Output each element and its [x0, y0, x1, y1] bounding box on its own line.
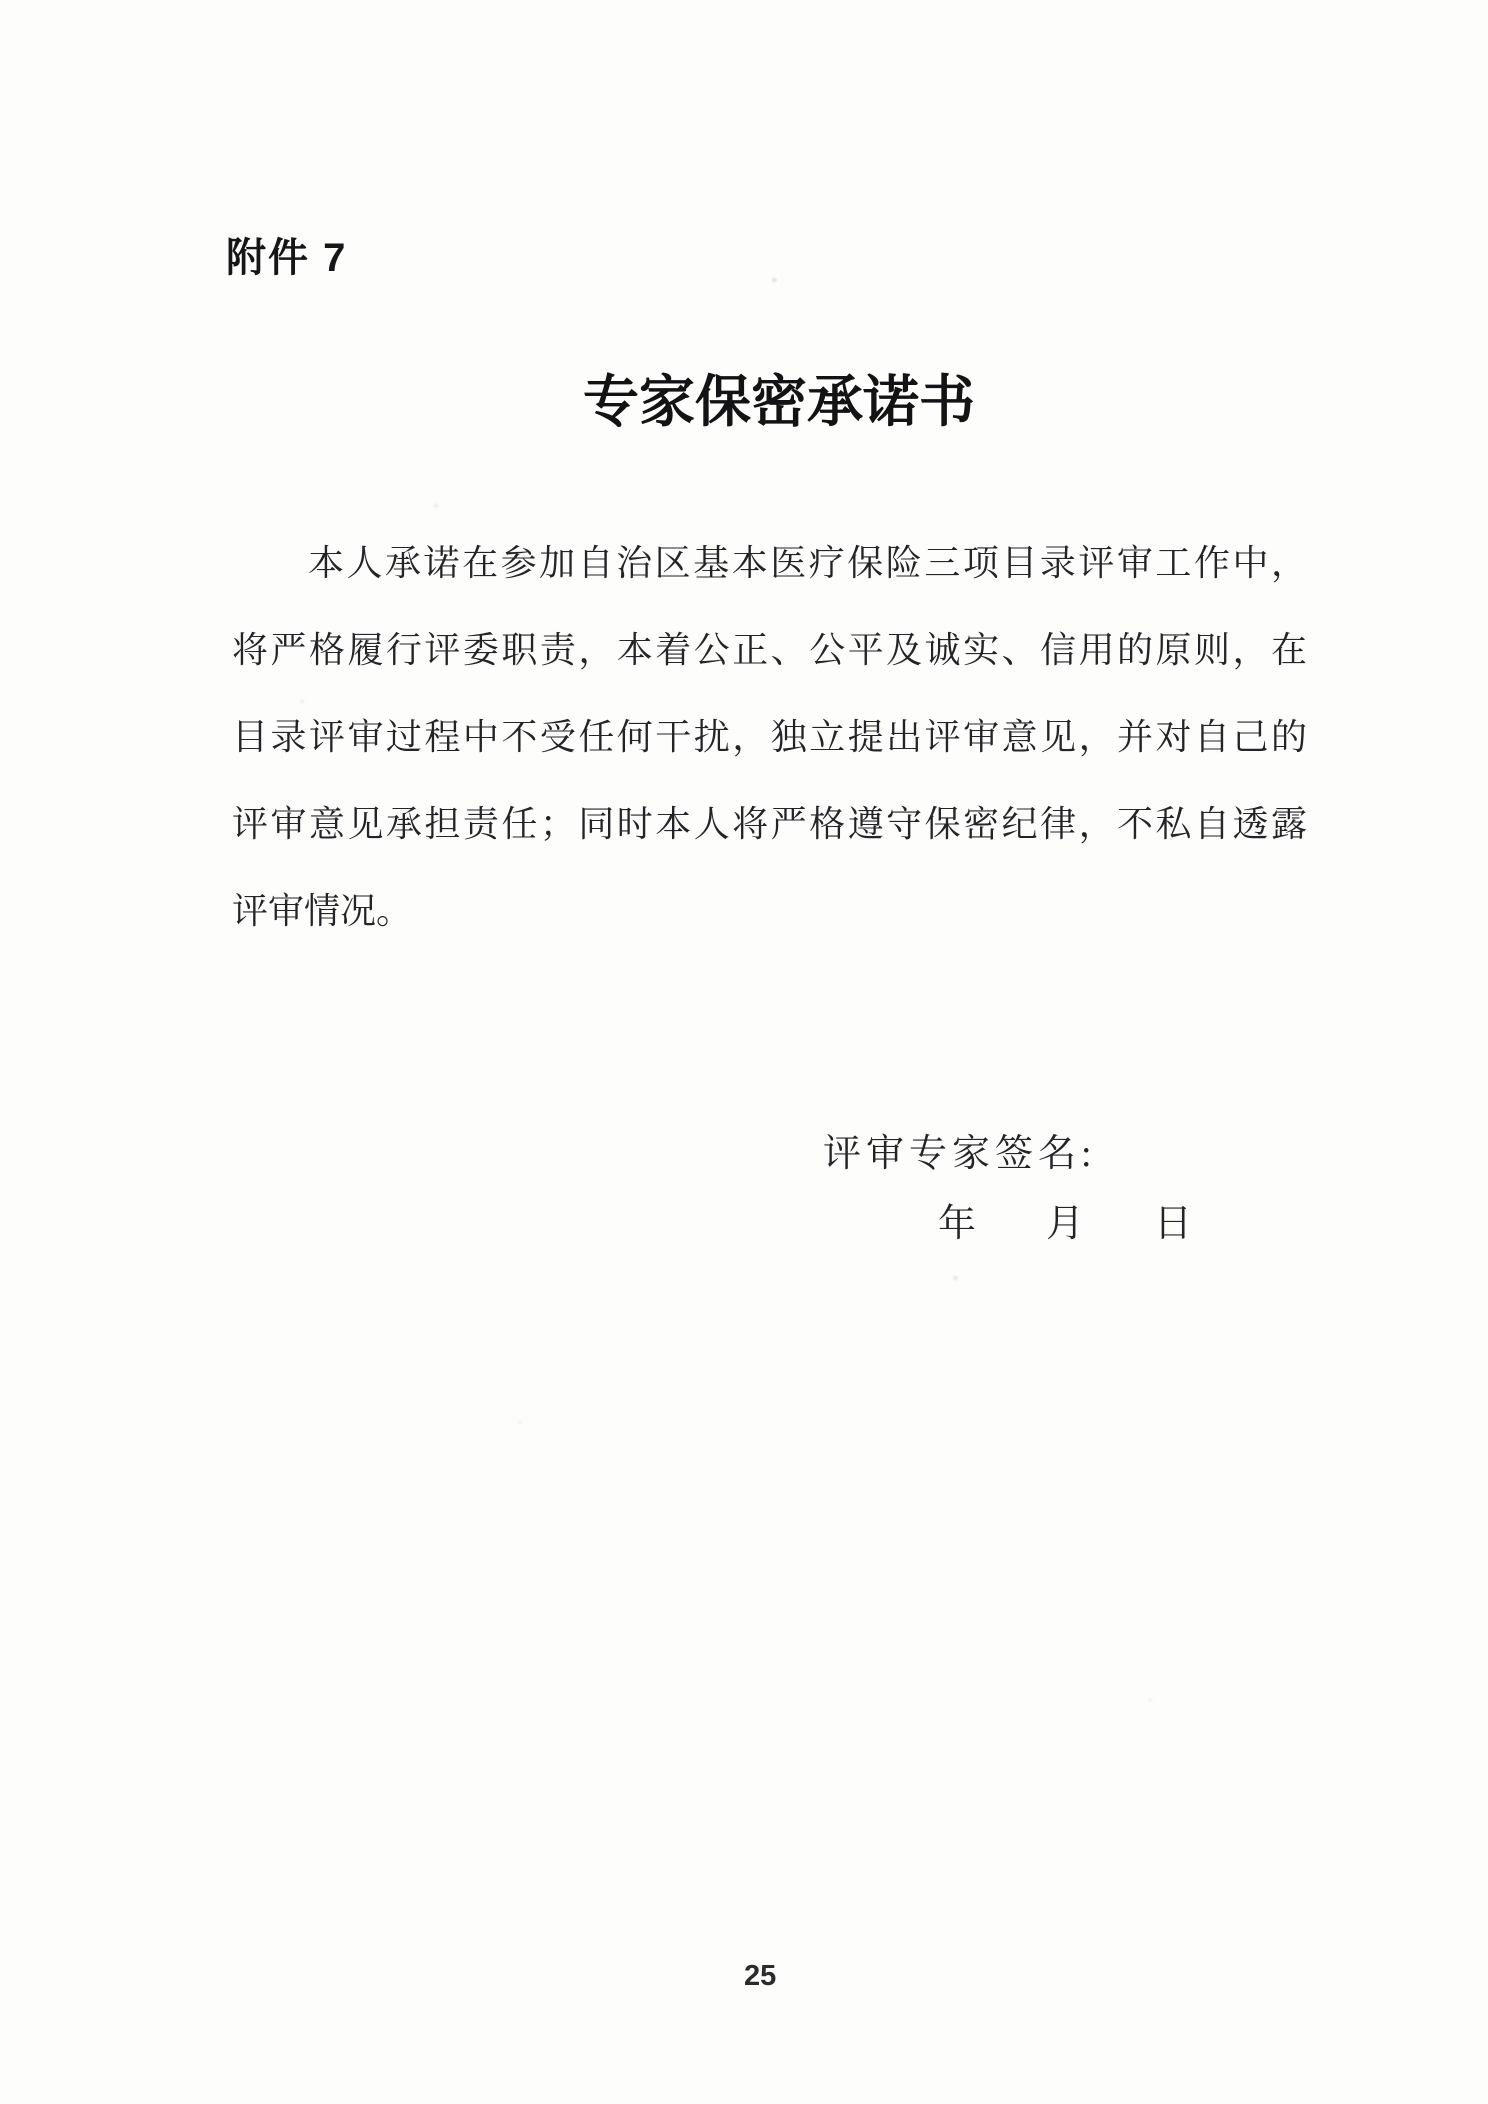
date-month-label: 月 — [1046, 1203, 1085, 1245]
scan-speck — [772, 278, 777, 282]
attachment-label: 附件 7 — [226, 236, 348, 280]
body-line-3: 目录评审过程中不受任何干扰，独立提出评审意见，并对自己的 — [232, 717, 1307, 757]
document-title: 专家保密承诺书 — [583, 372, 975, 434]
body-line-5: 评审情况。 — [232, 891, 413, 931]
date-year-label: 年 — [938, 1203, 977, 1245]
scan-speck — [953, 1276, 958, 1280]
body-line-4: 评审意见承担责任；同时本人将严格遵守保密纪律，不私自透露 — [232, 804, 1307, 844]
date-day-label: 日 — [1154, 1203, 1193, 1245]
scan-speck — [518, 1420, 522, 1424]
date-line — [938, 1192, 1192, 1247]
page-number: 25 — [744, 1960, 777, 1992]
body-line-2: 将严格履行评委职责，本着公正、公平及诚实、信用的原则，在 — [232, 630, 1307, 670]
scan-speck — [1148, 1698, 1152, 1702]
scan-speck — [434, 504, 438, 508]
signature-label: 评审专家签名: — [823, 1133, 1097, 1175]
body-line-1: 本人承诺在参加自治区基本医疗保险三项目录评审工作中， — [308, 543, 1307, 583]
scan-speck — [300, 700, 304, 703]
